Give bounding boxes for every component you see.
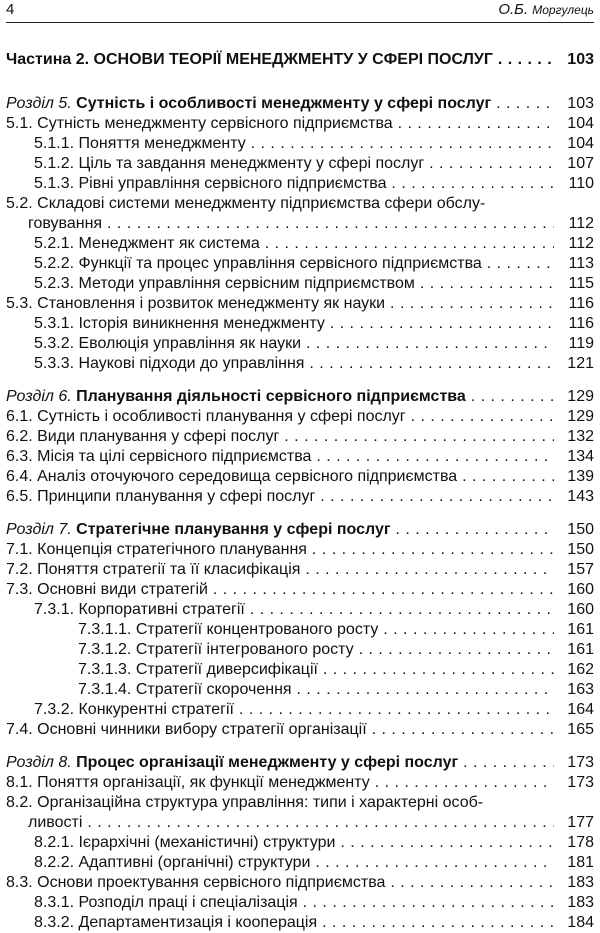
toc-entry-row[interactable] (6, 773, 594, 793)
toc-entry-page: 115 (554, 274, 594, 294)
toc-entry-page: 181 (554, 853, 594, 873)
toc-entry-page: 107 (554, 154, 594, 174)
toc-entry-row[interactable] (6, 427, 594, 447)
toc-chapter-page: 103 (554, 94, 594, 114)
toc-entry-page: 112 (554, 234, 594, 254)
toc-entry-page: 116 (554, 294, 594, 314)
toc-entry-text: 7.3.1. Корпоративні стратегії . . . (6, 600, 554, 620)
table-of-contents (6, 50, 594, 933)
toc-entry-page: 113 (554, 254, 594, 274)
toc-entry-row[interactable] (6, 660, 594, 680)
toc-chapter-label: Розділ 5. (6, 95, 72, 112)
toc-entry-page: 162 (554, 660, 594, 680)
toc-entry-text: 8.3.2. Департаментизація і кооперація . . . (6, 913, 554, 933)
toc-entry-text: 6.3. Місія та цілі сервісного підприємства . . . (6, 447, 554, 467)
toc-part-row[interactable] (6, 50, 594, 70)
toc-entry-page: 165 (554, 720, 594, 740)
toc-entry-text: 7.1. Концепція стратегічного планування . . . (6, 540, 554, 560)
toc-entry-text: 5.3.3. Наукові підходи до управління . . . (6, 354, 554, 374)
toc-entry-text: говування . . . (6, 214, 554, 234)
author-surname: Моргулець (532, 3, 594, 17)
toc-chapter-title: Стратегічне планування у сфері послуг (76, 521, 391, 538)
toc-entry-page: 160 (554, 580, 594, 600)
toc-chapter-title: Сутність і особливості менеджменту у сфері послуг (76, 95, 492, 112)
toc-entry-row[interactable] (6, 833, 594, 853)
toc-entry-text: 7.3.1.3. Стратегії диверсифікації . . . (6, 660, 554, 680)
toc-entry-text: 7.3.1.1. Стратегії концентрованого росту . . . (6, 620, 554, 640)
toc-entry-text: 6.5. Принципи планування у сфері послуг . . . (6, 487, 554, 507)
toc-entry-text: 7.3. Основні види стратегій . . . (6, 580, 554, 600)
toc-chapter-label: Розділ 8. (6, 754, 72, 771)
toc-entry-row[interactable] (6, 580, 594, 600)
toc-entry-row[interactable] (6, 700, 594, 720)
toc-entry-row[interactable] (6, 487, 594, 507)
toc-entry-page: 134 (554, 447, 594, 467)
toc-entry-text: 7.3.1.2. Стратегії інтегрованого росту . . . (6, 640, 554, 660)
toc-entry-row[interactable] (6, 873, 594, 893)
toc-entry-text: 6.4. Аналіз оточуючого середовища сервісного підприємства . . . (6, 467, 554, 487)
toc-entry-page: 178 (554, 833, 594, 853)
toc-entry-row[interactable] (6, 134, 594, 154)
toc-entry-text: ливості . . . (6, 813, 554, 833)
toc-entry-row[interactable] (6, 234, 594, 254)
page-number: 4 (6, 1, 15, 18)
author-initials: О.Б. (498, 1, 533, 18)
running-author (498, 0, 594, 20)
toc-chapter-page: 173 (554, 753, 594, 773)
toc-entry-page: 183 (554, 893, 594, 913)
toc-entry-text: 8.2.2. Адаптивні (органічні) структури . . . (6, 853, 554, 873)
toc-entry-text: 5.2. Складові системи менеджменту підприємства сфери обслу- (6, 195, 486, 212)
toc-entry-page: 161 (554, 620, 594, 640)
toc-entry-row[interactable] (6, 640, 594, 660)
toc-entry-page: 104 (554, 114, 594, 134)
toc-entry-row[interactable] (6, 913, 594, 933)
toc-entry-page: 163 (554, 680, 594, 700)
running-header (6, 0, 594, 23)
toc-chapter-title: Процес організації менеджменту у сфері послуг (76, 754, 459, 771)
toc-entry-page: 110 (554, 174, 594, 194)
toc-chapter-page: 150 (554, 520, 594, 540)
toc-entry-row[interactable] (6, 620, 594, 640)
toc-entry-page: 132 (554, 427, 594, 447)
toc-entry-page: 143 (554, 487, 594, 507)
toc-entry-text: 5.1.2. Ціль та завдання менеджменту у сфері послуг . . . (6, 154, 554, 174)
toc-entry-row[interactable] (6, 600, 594, 620)
toc-entry-text: 5.3.2. Еволюція управління як науки . . . (6, 334, 554, 354)
toc-entry-text: 5.3.1. Історія виникнення менеджменту . . . (6, 314, 554, 334)
toc-entry-text: 5.1. Сутність менеджменту сервісного підприємства . . . (6, 114, 554, 134)
toc-entry-text: 6.2. Види планування у сфері послуг . . . (6, 427, 554, 447)
toc-entry-row[interactable] (6, 354, 594, 374)
toc-entry-page: 104 (554, 134, 594, 154)
toc-entry-text: 8.1. Поняття організації, як функції менеджменту . . . (6, 773, 554, 793)
toc-entry-page: 116 (554, 314, 594, 334)
toc-entry-text: 5.1.3. Рівні управління сервісного підприємства . . . (6, 174, 554, 194)
toc-part-page: 103 (554, 50, 594, 70)
toc-entry-page: 177 (554, 813, 594, 833)
toc-entry-page: 157 (554, 560, 594, 580)
toc-chapter-label: Розділ 6. (6, 388, 72, 405)
toc-entry-row[interactable] (6, 294, 594, 314)
toc-entry-page: 164 (554, 700, 594, 720)
toc-chapter-label: Розділ 7. (6, 521, 72, 538)
toc-entry-text: 8.3. Основи проектування сервісного підприємства . . . (6, 873, 554, 893)
toc-entry-text: 7.2. Поняття стратегії та її класифікація . . . (6, 560, 554, 580)
toc-entry-row[interactable] (6, 214, 594, 234)
toc-entry-page: 139 (554, 467, 594, 487)
toc-entry-row[interactable] (6, 447, 594, 467)
toc-entry-row[interactable] (6, 314, 594, 334)
toc-sections (6, 94, 594, 933)
toc-entry-text: 7.4. Основні чинники вибору стратегії організації . . . (6, 720, 554, 740)
toc-entry-page: 161 (554, 640, 594, 660)
toc-entry-text: 8.2.1. Ієрархічні (механістичні) структури . . . (6, 833, 554, 853)
toc-entry-text: 7.3.2. Конкурентні стратегії . . . (6, 700, 554, 720)
toc-entry-page: 121 (554, 354, 594, 374)
toc-entry-page: 112 (554, 214, 594, 234)
toc-entry-row[interactable] (6, 540, 594, 560)
toc-entry-row[interactable] (6, 274, 594, 294)
toc-entry-page: 160 (554, 600, 594, 620)
toc-entry-row[interactable] (6, 194, 594, 214)
toc-part-label: Частина 2. ОСНОВИ ТЕОРІЇ МЕНЕДЖМЕНТУ У СФЕРІ ПОСЛУГ . . . (6, 50, 554, 70)
toc-entry-text: 8.2. Організаційна структура управління: типи і характерні особ- (6, 794, 484, 811)
toc-entry-text: 6.1. Сутність і особливості планування у сфері послуг . . . (6, 407, 554, 427)
toc-entry-page: 119 (554, 334, 594, 354)
toc-entry-row[interactable] (6, 334, 594, 354)
toc-entry-row[interactable] (6, 680, 594, 700)
toc-chapter-row[interactable] (6, 753, 594, 773)
toc-entry-text: 5.3. Становлення і розвиток менеджменту як науки . . . (6, 294, 554, 314)
toc-entry-text: 5.2.1. Менеджмент як система . . . (6, 234, 554, 254)
toc-chapter-row[interactable] (6, 387, 594, 407)
toc-entry-text: 5.2.3. Методи управління сервісним підприємством . . . (6, 274, 554, 294)
toc-entry-row[interactable] (6, 560, 594, 580)
toc-entry-row[interactable] (6, 254, 594, 274)
toc-entry-page: 184 (554, 913, 594, 933)
toc-entry-row[interactable] (6, 467, 594, 487)
toc-entry-page: 183 (554, 873, 594, 893)
toc-entry-row[interactable] (6, 853, 594, 873)
toc-entry-text: 7.3.1.4. Стратегії скорочення . . . (6, 680, 554, 700)
toc-entry-text: 8.3.1. Розподіл праці і спеціалізація . . . (6, 893, 554, 913)
toc-entry-row[interactable] (6, 154, 594, 174)
toc-entry-page: 129 (554, 407, 594, 427)
toc-chapter-row[interactable] (6, 520, 594, 540)
toc-entry-text: 5.1.1. Поняття менеджменту . . . (6, 134, 554, 154)
toc-entry-page: 150 (554, 540, 594, 560)
toc-chapter-page: 129 (554, 387, 594, 407)
toc-entry-row[interactable] (6, 114, 594, 134)
toc-chapter-row[interactable] (6, 94, 594, 114)
toc-entry-row[interactable] (6, 407, 594, 427)
toc-entry-row[interactable] (6, 720, 594, 740)
toc-entry-page: 173 (554, 773, 594, 793)
toc-chapter-title: Планування діяльності сервісного підприємства (76, 388, 466, 405)
toc-entry-row[interactable] (6, 174, 594, 194)
toc-entry-row[interactable] (6, 813, 594, 833)
toc-entry-row[interactable] (6, 793, 594, 813)
toc-entry-text: 5.2.2. Функції та процес управління сервісного підприємства . . . (6, 254, 554, 274)
toc-entry-row[interactable] (6, 893, 594, 913)
